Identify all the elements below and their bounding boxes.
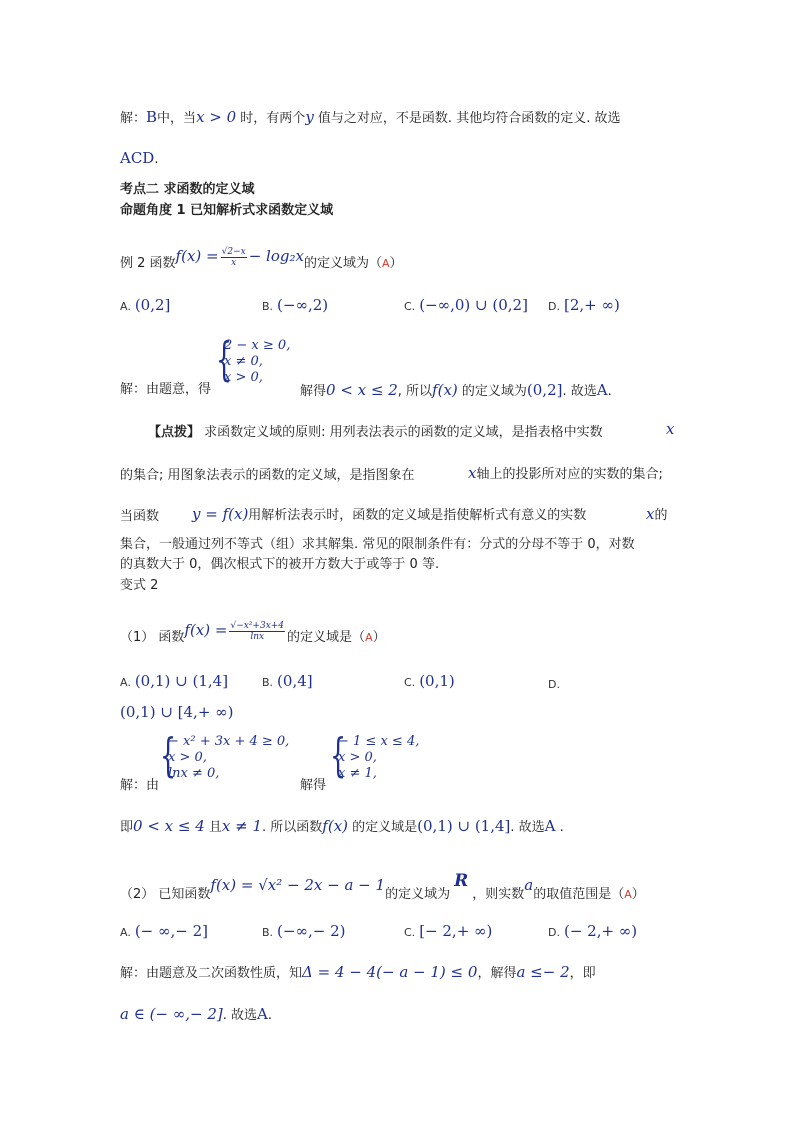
option-value: (− 2,+ ∞) xyxy=(563,922,638,940)
period: . xyxy=(607,384,612,399)
option-label: C. xyxy=(404,926,416,939)
q1-option-d-label xyxy=(548,676,564,694)
domain-math: (0,2] xyxy=(526,381,563,399)
option-label: B. xyxy=(262,926,274,939)
option-value: (0,1) ∪ (1,4] xyxy=(134,672,229,690)
period: . xyxy=(555,820,564,835)
q2-prefix: （2） 已知函数 xyxy=(120,887,211,902)
example2-option-d xyxy=(548,296,620,316)
solution-text: ，解得 xyxy=(477,966,517,981)
option-value: (− ∞,− 2] xyxy=(134,922,209,940)
option-value: (−∞,− 2) xyxy=(277,922,346,940)
fraction xyxy=(221,247,247,268)
option-value: (0,1) xyxy=(419,672,455,690)
q1-prefix: （1） 函数 xyxy=(120,630,185,645)
example2-solution-line xyxy=(300,381,612,401)
example2-suffix: 的定义域为（ xyxy=(303,256,382,271)
solution-text: . 故选 xyxy=(510,820,545,835)
system-line: x ≠ 1, xyxy=(338,766,377,781)
option-label: A. xyxy=(120,676,131,689)
example2-question xyxy=(120,243,403,277)
left-brace: { xyxy=(330,728,347,782)
variant-title: 变式 2 xyxy=(120,578,159,593)
a-math: a xyxy=(524,876,534,894)
final-math: a ∈ (− ∞,− 2] xyxy=(120,1005,223,1023)
solution-prefix: 解： xyxy=(120,111,147,126)
fraction xyxy=(229,621,285,642)
example2-option-a xyxy=(120,296,170,316)
tip-line-3b xyxy=(192,505,586,525)
fraction-denominator: x xyxy=(231,258,237,268)
q1-option-c xyxy=(404,672,455,692)
bracket-close: ） xyxy=(389,256,403,271)
condition-math: x > 0 xyxy=(196,108,237,126)
system-line: x > 0, xyxy=(338,750,377,765)
tip-line-1 xyxy=(148,424,603,442)
option-value: (0,2] xyxy=(134,296,171,314)
option-value: [2,+ ∞) xyxy=(563,296,620,314)
option-label: A. xyxy=(120,926,131,939)
solution-text: 中，当 xyxy=(157,111,197,126)
option-label: B. xyxy=(262,300,274,313)
tip-label: 【点拨】 xyxy=(148,425,201,440)
answer-mark: A xyxy=(381,257,390,270)
fraction-numerator: √2−x xyxy=(221,247,246,257)
section-title: 考点二 求函数的定义域 xyxy=(120,182,255,197)
x-math: x xyxy=(468,464,477,482)
option-b-label: B xyxy=(146,108,158,126)
q2-option-a xyxy=(120,922,208,942)
tip-line-3a: 当函数 xyxy=(120,509,160,524)
option-value: (−∞,0) ∪ (0,2] xyxy=(419,296,528,314)
answer-mark: A xyxy=(624,888,632,901)
fx-math: f(x) = xyxy=(175,247,219,265)
bracket-close: ） xyxy=(372,630,386,645)
solution-text: , 所以 xyxy=(397,384,433,399)
tip-text: 求函数定义域的原则: 用列表法表示的函数的定义域，是指表格中实数 xyxy=(204,425,603,440)
option-value: (−∞,2) xyxy=(277,296,329,314)
option-value: [− 2,+ ∞) xyxy=(419,922,493,940)
solution-text: 的定义域是 xyxy=(348,820,418,835)
fx-math: f(x) xyxy=(432,381,458,399)
y-equals-fx-math: y = f(x) xyxy=(192,505,249,523)
solution-b-answer-line xyxy=(120,149,158,169)
period: . xyxy=(267,1008,273,1023)
solution-text: 值与之对应，不是函数. 其他均符合函数的定义. 故选 xyxy=(313,111,621,126)
q1-solution-mid: 解得 xyxy=(300,778,327,793)
tip-text: 的 xyxy=(654,508,668,523)
solution-text: 时，有两个 xyxy=(236,111,306,126)
system-line: − 1 ≤ x ≤ 4, xyxy=(338,734,420,749)
example2-option-b xyxy=(262,296,328,316)
tip-line-5: 的真数大于 0，偶次根式下的被开方数大于或等于 0 等. xyxy=(120,557,440,572)
option-label: D. xyxy=(548,926,560,939)
inequality-system xyxy=(224,338,290,386)
result-math: 0 < x ≤ 4 xyxy=(133,817,205,835)
q1-solution-line xyxy=(120,817,564,837)
q2-text: ，则实数 xyxy=(472,887,525,902)
answer-acd: ACD xyxy=(120,149,155,167)
log-term: − log₂x xyxy=(248,247,304,265)
option-value: (0,1) ∪ [4,+ ∞) xyxy=(120,703,234,721)
variant-q2 xyxy=(120,868,645,908)
system-line: − x² + 3x + 4 ≥ 0, xyxy=(168,734,290,749)
q1-suffix: 的定义域是（ xyxy=(287,630,366,645)
solution-text: . 故选 xyxy=(562,384,597,399)
section-subtitle: 命题角度 1 已知解析式求函数定义域 xyxy=(120,203,334,218)
solution-text: 解得 xyxy=(300,384,327,399)
tip-line-3c xyxy=(646,505,667,525)
option-label: C. xyxy=(404,676,416,689)
r-math: R xyxy=(454,871,469,891)
example2-option-c xyxy=(404,296,528,316)
example2-solution-prefix: 解：由题意，得 xyxy=(120,382,212,397)
system-line: x ≠ 0, xyxy=(224,354,263,369)
solution-text: . 所以函数 xyxy=(262,820,323,835)
q2-option-c xyxy=(404,922,492,942)
system-line: x > 0, xyxy=(224,370,263,385)
tip-line-2a: 的集合; 用图象法表示的函数的定义域，是指图象在 xyxy=(120,468,415,483)
answer-a: A xyxy=(257,1005,268,1023)
system-line: x > 0, xyxy=(168,750,207,765)
result-math: a ≤− 2 xyxy=(516,963,570,981)
x-math: x xyxy=(646,505,655,523)
solution-text: 且 xyxy=(204,820,222,835)
option-label: D. xyxy=(548,300,560,313)
answer-mark: A xyxy=(365,631,373,644)
q2-option-d xyxy=(548,922,637,942)
answer-a: A xyxy=(544,817,556,835)
option-label: D. xyxy=(548,678,560,691)
condition-math: x ≠ 1 xyxy=(221,817,263,835)
solution-text: . 故选 xyxy=(222,1008,258,1023)
solution-text: ，即 xyxy=(569,966,596,981)
option-label: C. xyxy=(404,300,416,313)
fraction-denominator: lnx xyxy=(250,632,265,642)
system-line: 2 − x ≥ 0, xyxy=(224,338,291,353)
solution-text: 的定义域为 xyxy=(457,384,527,399)
system-line: lnx ≠ 0, xyxy=(168,766,220,781)
option-label: A. xyxy=(120,300,131,313)
q2-option-b xyxy=(262,922,345,942)
fx-math: f(x) xyxy=(322,817,349,835)
bracket-close: ） xyxy=(631,887,645,902)
x-math: x xyxy=(666,420,675,438)
domain-math: (0,1) ∪ (1,4] xyxy=(417,817,511,835)
left-brace: { xyxy=(216,332,233,386)
solution-text: 解：由题意及二次函数性质，知 xyxy=(120,966,303,981)
tip-text: 轴上的投影所对应的实数的集合; xyxy=(476,467,663,482)
example2-prefix: 例 2 函数 xyxy=(120,256,176,271)
q1-solution-prefix: 解：由 xyxy=(120,778,160,793)
result-math: 0 < x ≤ 2 xyxy=(326,381,398,399)
answer-a: A xyxy=(596,381,608,399)
q2-final-line xyxy=(120,1005,272,1025)
tip-text: 用解析法表示时，函数的定义域是指使解析式有意义的实数 xyxy=(248,508,587,523)
q1-option-a xyxy=(120,672,228,692)
option-label: B. xyxy=(262,676,274,689)
q2-solution-line xyxy=(120,963,596,983)
fx-sqrt-math: f(x) = √x² − 2x − a − 1 xyxy=(210,876,386,894)
tip-line-4: 集合，一般通过列不等式（组）求其解集. 常见的限制条件有：分式的分母不等于 0，对数 xyxy=(120,537,635,552)
left-brace: { xyxy=(160,728,177,782)
variant-q1 xyxy=(120,617,386,651)
inequality-system-1 xyxy=(168,734,289,782)
tip-line-2b xyxy=(468,464,663,484)
q2-text: 的取值范围是（ xyxy=(533,887,625,902)
fx-math: f(x) = xyxy=(184,621,228,639)
q1-option-b xyxy=(262,672,313,692)
delta-math: Δ = 4 − 4(− a − 1) ≤ 0 xyxy=(302,963,478,981)
q1-option-d-value xyxy=(120,703,234,723)
y-math: y xyxy=(305,108,314,126)
q2-text: 的定义域为 xyxy=(385,887,451,902)
period: . xyxy=(154,152,159,167)
solution-b-line xyxy=(120,108,620,128)
solution-text: 即 xyxy=(120,820,134,835)
option-value: (0,4] xyxy=(277,672,313,690)
inequality-system-2 xyxy=(338,734,419,782)
fraction-numerator: √−x²+3x+4 xyxy=(230,621,285,631)
